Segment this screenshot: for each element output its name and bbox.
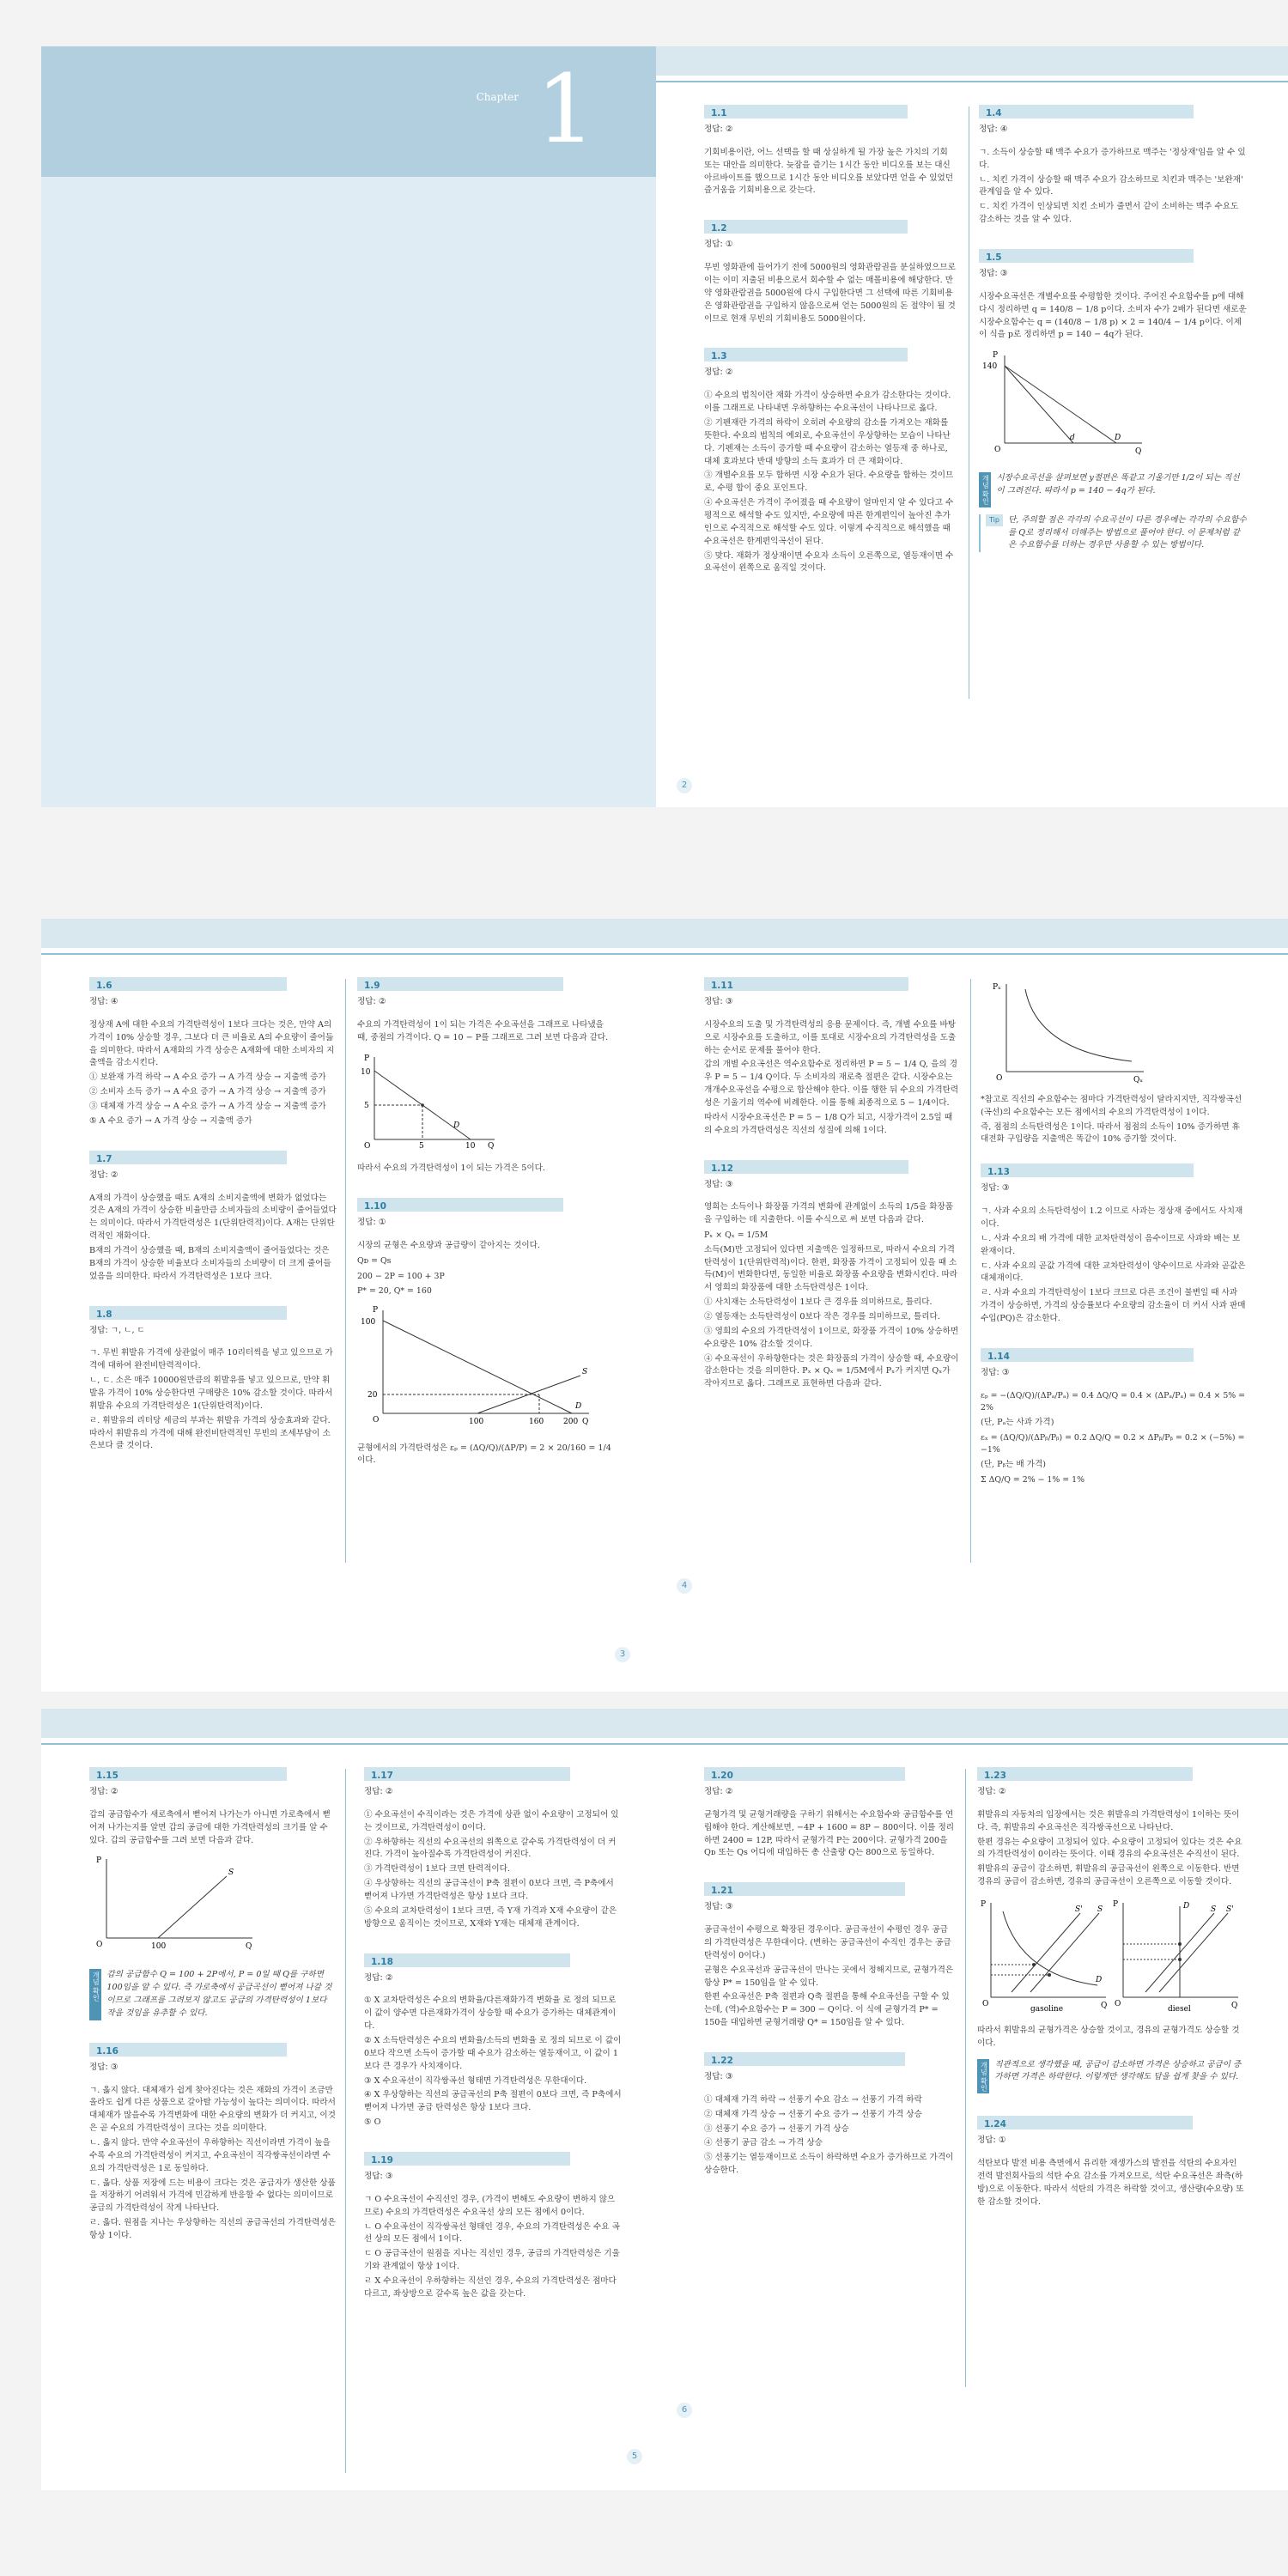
page-header-rule [41,953,656,955]
column-right [364,1767,622,2324]
graph-y-tick-20: 20 [368,1390,378,1400]
graph-y-tick-5: 5 [364,1101,369,1110]
graph-x-tick-100: 100 [469,1417,484,1426]
answer-line: 정답: ② [704,1787,733,1796]
graph-y-axis: Pₓ [993,983,1001,992]
page-header-bar [41,919,656,948]
paragraph: ⑤ O [364,2117,381,2128]
page-1 [41,46,656,807]
paragraph: ㄷ. 사과 수요의 곧값 가격에 대한 교차탄력성이 양수이므로 사과와 곧값은 대체재이다. [981,1261,1246,1284]
answer-line: 정답: ① [704,240,733,250]
section-1-24 [977,2116,1247,2208]
page-header-rule [656,953,1288,955]
paragraph: ① 수요의 법칙이란 재화 가격이 상승하면 수요가 감소한다는 것이다. 이를 그래프로 나타내면 우하향하는 수요곡선이 나타나므로 옳다. [704,391,951,414]
paragraph: ③ X 수요곡선이 직각쌍곡선 형태면 가격탄력성은 무한대이다. [364,2075,587,2086]
paragraph: (단, Pₐ는 사과 가격) [981,1417,1054,1427]
note-text: 갑의 공급함수 Q = 100 + 2P에서, P = 0일 때 Q를 구하면 100임을 알 수 있다. 즉 가로축에서 공급곡선이 뻗어져 나갈 것이므로 그래프를 그려보지 않고도 공급의 가격탄력성이 1보다 작을 것임을 유추할 수 있다. [106,1970,332,2018]
paragraph: 휘발유의 공급이 감소하면, 휘발유의 공급곡선이 왼쪽으로 이동한다. 반면 경유의 공급이 감소하면, 경유의 공급곡선이 오른쪽으로 이동할 것이다. [977,1864,1240,1887]
graph-x-tick-100: 100 [151,1942,167,1952]
paragraph: (단, Pᵦ는 배 가격) [981,1459,1046,1469]
note-tag: 개념 확인 [979,472,991,507]
answer-line: 정답: ③ [704,2072,733,2082]
section-1-21 [704,1882,955,2030]
section-1-11 [704,977,960,1138]
graph-origin: O [96,1941,103,1950]
page-4 [656,919,1288,1692]
paragraph: 갑의 개별 수요곡선은 역수요함수로 정리하면 P = 5 − 1/4 Q, 을의 경우 P = 5 − 1/4 Q이다. 두 소비자의 재로축 절편은 같다. 시장수요는 개개수요곡선을 수평으로 합산해야 한다. 이를 행한 뒤 수요의 가격탄력성은 기울기의 역수에 비례한다. 이를 통해 최종적으로 5 − 1/4이다. [704,1060,959,1109]
paragraph: 따라서 수요의 가격탄력성이 1이 되는 가격은 5이다. [357,1163,545,1174]
column-divider [345,979,346,1563]
section-title: 1.5 [979,249,1194,263]
diesel-d: D [1183,1902,1190,1911]
paragraph: ㄱ. 무빈 휘발유 가격에 상관없이 매주 10리터씩을 넣고 있으므로 가격에 대하여 완전비탄력적이다. [89,1348,333,1371]
graph-y-tick: 140 [982,362,998,372]
page-number: 6 [677,2403,692,2418]
paragraph: ① 보완재 가격 하락 → A 수요 증가 → A 가격 상승 → 지출액 증가 [89,1072,326,1083]
section-1-22 [704,2052,955,2178]
diesel-origin: O [1115,2000,1121,2009]
graph-curve-label: D [453,1121,460,1130]
paragraph: 소득(M)만 고정되어 있다면 지출액은 일정하므로, 따라서 수요의 가격탄력성이 1(단위탄력적)이다. 한편, 화장품 가격이 고정되어 있을 때 소득(M)이 변화한다면, 동일한 비율로 화장품 수요량을 변화시킨다. 따라서 영희의 화장품에 대한 소득탄력성은 1이다. [704,1244,957,1293]
paragraph: ㄷ. 옳다. 상품 저장에 드는 비용이 크다는 것은 공급자가 생산한 상품을 저장하기 어려워서 가격에 민감하게 반응할 수 없다는 의미이므로 공급의 가격탄력성이 작게 나타난다. [89,2178,336,2214]
section-title: 1.2 [704,220,908,234]
answer-line: 정답: ② [364,1972,393,1983]
paragraph: ⑤ 선풍기는 열등재이므로 소득이 하락하면 수요가 증가하므로 가격이 상승한다. [704,2153,954,2176]
section-title: 1.8 [89,1306,287,1320]
paragraph: 기회비용이란, 어느 선택을 할 때 상실하게 될 가장 높은 가치의 기회 또는 대안을 의미한다. 늦잠을 즐기는 1시간 동안 비디오를 보는 대신 아르바이트를 했으므로 1시간 동안 비디오를 보았다면 얻을 수 있었던 즐거움을 기회비용으로 갖는다. [704,147,953,196]
answer-line: 정답: ② [89,1787,118,1796]
paragraph: 한편 수요곡선은 P축 절편과 Q축 절편을 통해 수요곡선을 구할 수 있는데, (역)수요함수는 P = 300 − Q이다. 이 식에 균형가격 P* = 150을 대입하면 균형거래량 Q* = 150임을 알 수 있다. [704,1992,950,2028]
answer-line: 정답: ③ [981,1367,1010,1377]
graph-s-label: S [228,1868,234,1878]
formula: εₓ = (ΔQ/Q)/(ΔPᵦ/Pᵦ) = 0.2 ΔQ/Q = 0.2 × ΔPᵦ/Pᵦ = 0.2 × (−5%) = −1% [981,1432,1245,1455]
formula: Pₓ × Qₓ = 1/5M [704,1230,769,1241]
equilibrium-graph [357,1303,598,1432]
paragraph: 시장의 균형은 수요량과 공급량이 같아지는 것이다. [357,1241,540,1251]
paragraph: ① 사치재는 소득탄력성이 1보다 큰 경우를 의미하므로, 틀리다. [704,1297,933,1308]
graph-x-axis: Q [246,1942,252,1952]
paragraph: ② 소비자 소득 증가 → A 수요 증가 → A 가격 상승 → 지출액 증가 [89,1087,326,1097]
answer-line: 정답: ② [364,1787,393,1796]
paragraph: ② 대체재 가격 상승 → 선풍기 수요 증가 → 선풍기 가격 상승 [704,2109,922,2119]
section-title: 1.14 [981,1348,1194,1362]
paragraph: 따라서 휘발유의 균형가격은 상승할 것이고, 경유의 균형가격도 상승할 것이다. [977,2025,1240,2048]
column-left [704,1767,955,2200]
section-1-4 [979,105,1247,227]
answer-line: 정답: ③ [981,1183,1010,1194]
graph-y-tick-10: 10 [361,1067,371,1077]
column-left [89,977,337,1475]
paragraph: 공급곡선이 수평으로 확장된 경우이다. 공급곡선이 수평인 경우 공급의 가격탄력성은 무한대이다. (변하는 공급곡선이 수직인 경우는 공급탄력성이 0이다.) [704,1925,951,1960]
section-title: 1.16 [89,2043,287,2057]
graph-origin: O [996,1074,1003,1083]
paragraph: ⑤ 수요의 교차탄력성이 1보다 크면, 즉 Y재 가격과 X재 수요량이 같은 방향으로 움직이는 것이므로, X재와 Y재는 대체재 관계이다. [364,1905,617,1929]
section-title: 1.6 [89,977,287,991]
paragraph: 무빈 영화관에 들어가기 전에 5000원의 영화관람권을 분실하였으므로 이는 이미 지출된 비용으로서 회수할 수 없는 매몰비용에 해당한다. 만약 영화관람권을 5000원에 다시 구입한다면 그 선택에 따른 기회비용은 영화관람권을 구입하지 않음으로써 얻는 5000원의 돈 절약이 될 것이므로 현재 무빈의 기회비용도 5000원이다. [704,263,956,324]
paragraph: ③ 대체재 가격 상승 → A 수요 증가 → A 가격 상승 → 지출액 증가 [89,1102,326,1112]
column-right [977,1767,1247,2231]
page-6 [656,1709,1288,2490]
paragraph: ㄹ. 사과 수요의 가격탄력성이 1보다 크므로 다른 조건이 불변일 때 사과 가격이 상승하면, 가격의 상승률보다 수요량의 감소율이 더 커서 사과 판매수입(PQ)은 감소한다. [981,1288,1246,1324]
paragraph: ② 우하향하는 직선의 수요곡선의 위쪽으로 갈수록 가격탄력성이 더 커진다. 가격이 높아질수록 가격탄력성이 커진다. [364,1837,617,1860]
section-1-13 [981,1163,1247,1326]
section-1-9 [357,977,615,1176]
paragraph: ④ 수요곡선이 우하향한다는 것은 화장품의 가격이 상승할 때, 수요량이 감소한다는 것을 의미한다. Pₓ × Qₓ = 1/5M에서 Pₓ가 커지면 Qₓ가 작아지므로 옳다. 그래프로 표현하면 다음과 같다. [704,1353,959,1389]
section-1-12 [704,1160,960,1392]
paragraph: ㄴ O 수요곡선이 직각쌍곡선 형태인 경우, 수요의 가격탄력성은 수요 곡선 상의 모든 점에서 1이다. [364,2221,620,2245]
paragraph: ㄷ O 공급곡선이 원점을 지나는 직선인 경우, 공급의 가격탄력성은 기울기와 관계없이 항상 1이다. [364,2249,620,2272]
paragraph: ㄱ O 수요곡선이 수직선인 경우, (가격이 변해도 수요량이 변하지 않으므로) 수요의 가격탄력성은 수요곡선 상의 모든 점에서 0이다. [364,2194,616,2217]
gasoline-label: gasoline [1030,2005,1064,2014]
paragraph: ㄴ. 치킨 가격이 상승할 때 맥주 수요가 감소하므로 치킨과 맥주는 '보완재' 관계임을 알 수 있다. [979,174,1243,197]
graph-y-axis: P [96,1856,102,1866]
section-title: 1.1 [704,105,908,118]
answer-line: 정답: ③ [704,1179,733,1189]
column-right [357,977,615,1490]
section-title: 1.9 [357,977,563,991]
answer-line: 정답: ② [977,1787,1006,1796]
section-title: 1.24 [977,2116,1193,2129]
chapter-panel [41,177,656,807]
paragraph: ㄹ. 옳다. 원점을 지나는 우상향하는 직선의 공급곡선의 가격탄력성은 항상 1이다. [89,2218,336,2241]
graph-x-tick-200: 200 [563,1417,579,1426]
section-title: 1.17 [364,1767,570,1781]
page-header-rule [656,81,1288,82]
diesel-s-prime: S' [1226,1905,1234,1915]
paragraph: ③ 선풍기 수요 증가 → 선풍기 가격 상승 [704,2123,849,2134]
graph-x-tick-10: 10 [465,1141,476,1151]
gasoline-s: S [1097,1905,1103,1915]
section-1-20 [704,1767,955,1860]
paragraph: 즉, 점점의 소득탄력성은 1이다. 따라서 점점의 소득이 10% 증가하면 휴대전화 구입량을 지출액은 똑같이 10% 증가할 것이다. [981,1121,1240,1145]
page-number: 3 [615,1647,630,1662]
paragraph: ③ 영희의 수요의 가격탄력성이 1이므로, 화장품 가격이 10% 상승하면 수요량은 10% 감소할 것이다. [704,1326,959,1349]
concept-note [977,2059,1247,2094]
answer-line: 정답: ④ [979,125,1008,134]
section-title: 1.7 [89,1151,287,1164]
column-right [981,977,1247,1509]
page-header-bar [656,46,1288,76]
paragraph: 따라서 시장수요곡선은 P = 5 − 1/8 Q가 되고, 시장가격이 2.5일 때의 수요의 가격탄력성은 직선의 성질에 의해 1이다. [704,1112,953,1135]
answer-line: 정답: ② [704,125,733,134]
answer-line: 정답: ② [357,997,386,1006]
page-number: 5 [627,2449,642,2464]
paragraph: ④ 우상향하는 직선의 공급곡선이 P축 절편이 0보다 크면, 즉 P축에서 뻗어져 나가면 가격탄력성은 항상 1보다 크다. [364,1879,614,1902]
graph-y-axis: P [364,1054,370,1063]
section-1-5 [979,249,1247,552]
gasoline-s-prime: S' [1075,1905,1083,1915]
tip-text: 단, 주의할 점은 각각의 수요곡선이 다른 경우에는 각각의 수요함수를 Q로 정리해서 더해주는 방법으로 풀어야 한다. 이 문제처럼 같은 수요함수를 더하는 경우만 사용할 수 있는 방법이다. [1007,514,1247,550]
page-5 [41,1709,656,2490]
answer-line: 정답: ④ [89,997,118,1006]
section-1-16 [89,2043,337,2243]
paragraph: ③ 개별수요를 모두 합하면 시장 수요가 된다. 수요량을 합하는 것이므로, 수평 합이 중요 포인트다. [704,471,954,494]
section-1-23 [977,1767,1247,2093]
tip-box [979,514,1247,553]
paragraph: ② 열등재는 소득탄력성이 0보다 작은 경우를 의미하므로, 틀리다. [704,1312,940,1322]
graph-x-axis: Q [1135,447,1142,457]
page-header-bar [656,1709,1288,1738]
column-left [89,1767,337,2265]
graph-origin: O [994,446,1001,455]
section-title: 1.3 [704,348,908,361]
note-text: 직관적으로 생각했을 때, 공급이 감소하면 가격은 상승하고 공급이 증가하면 가격은 하락한다. 이렇게만 생각해도 답을 쉽게 찾을 수 있다. [994,2059,1242,2082]
section-1-18 [364,1953,622,2129]
paragraph: ㄴ, ㄷ. 소은 매주 10000원만큼의 휘발유를 넣고 있으므로, 만약 휘발유 가격이 10% 상승한다면 구매량은 10% 감소할 것이다. 따라서 휘발유 수요의 가격탄력성은 1(단위탄력적)이다. [89,1376,333,1411]
paragraph: 휘발유의 자동차의 입장에서는 것은 휘발유의 가격탄력성이 1이하는 뜻이다. 즉, 휘발유의 수요곡선은 직각쌍곡선으로 나타난다. [977,1809,1240,1832]
section-1-2 [704,220,958,325]
note-tag: 개념 확인 [89,1969,101,2020]
graph-d-label: D [575,1401,582,1411]
column-left [704,977,960,1413]
section-title: 1.18 [364,1953,570,1967]
graph-y-axis: P [373,1305,379,1315]
paragraph: 균형은 수요곡선과 공급곡선이 만나는 곳에서 정해지므로, 균형가격은 항상 P* = 150임을 알 수 있다. [704,1965,954,1988]
paragraph: ㄴ. 옳지 않다. 만약 수요곡선이 우하향하는 직선이라면 가격이 높을수록 수요의 가격탄력성이 커지고, 수요곡선이 직각쌍곡선이라면 수요의 가격탄력성은 1로 동일하다. [89,2138,331,2173]
tip-tag: Tip [986,514,1003,526]
column-divider [345,1769,346,2473]
paragraph: 갑의 공급함수가 새로축에서 뻗어져 나가는가 아니면 가로축에서 뻗어져 나가는지를 알면 갑의 공급에 대한 가격탄력성의 크기를 알 수 있다. 갑의 공급함수를 그려 보면 다음과 같다. [89,1809,331,1845]
formula: Qᴅ = Qs [357,1256,392,1267]
paragraph: ㄷ. 치킨 가격이 인상되면 치킨 소비가 줄면서 같이 소비하는 맥주 수요도 감소하는 것을 알 수 있다. [979,202,1239,225]
graph-x-axis: Qₓ [1133,1076,1144,1084]
gasoline-x-axis: Q [1101,2002,1108,2011]
section-title: 1.19 [364,2152,570,2166]
column-divider [965,1769,966,2387]
formula: 200 − 2P = 100 + 3P [357,1271,445,1281]
graph-origin: O [364,1141,371,1151]
answer-line: 정답: ② [704,368,733,378]
paragraph: ① 수요곡선이 수직이라는 것은 가격에 상관 없이 수요량이 고정되어 있는 것이므로, 가격탄력성이 0이다. [364,1809,619,1832]
paragraph: ㄹ. 휘발유의 리터당 세금의 부과는 휘발유 가격의 상승효과와 같다. 따라서 휘발유의 가격에 대해 완전비탄력적인 무빈의 조세부담이 소은보다 클 것이다. [89,1415,331,1451]
section-1-3 [704,348,958,575]
column-divider [970,979,971,1563]
formula: Σ ΔQ/Q = 2% − 1% = 1% [981,1474,1084,1485]
section-1-8 [89,1306,337,1454]
note-text: 시장수요곡선을 살펴보면 y절편은 똑같고 기울기만 1/2이 되는 직선이 그려진다. 따라서 p = 140 − 4q가 된다. [996,473,1240,496]
formula: εₚ = −(ΔQ/Q)/(ΔPₐ/Pₐ) = 0.4 ΔQ/Q = 0.4 × (ΔPₐ/Pₐ) = 0.4 × 5% = 2% [981,1390,1246,1413]
section-1-17 [364,1767,622,1931]
concept-note [979,472,1247,507]
answer-line: 정답: ③ [89,2062,118,2072]
section-title: 1.12 [704,1160,908,1174]
answer-line: 정답: ③ [704,1902,733,1912]
graph-D-label: D [1115,434,1121,443]
hyperbola-demand-graph [981,977,1152,1089]
gasoline-origin: O [982,2000,989,2009]
paragraph: ② 기펜재란 가격의 하락이 오히려 수요량의 감소를 가져오는 재화를 뜻한다. 수요의 법칙의 예외로, 수요곡선이 우상향하는 모습이 나타난다. 기펜재는 소득이 증가할 때 수요량이 감소하는 열등재 중 하나로, 대체 효과보다 반대 방향의 소득 효과가 더 큰 재화이다. [704,418,951,466]
gasoline-d: D [1096,1976,1103,1985]
paragraph: 영희는 소득이나 화장품 가격의 변화에 관계없이 소득의 1/5을 화장품을 구입하는 데 지출한다. 이를 수식으로 써 보면 다음과 같다. [704,1202,954,1225]
graph-d-label: d [1070,434,1075,443]
graph-x-tick-5: 5 [419,1141,424,1151]
page-header-bar [41,1709,656,1738]
paragraph: ㄱ. 옳지 않다. 대체재가 쉽게 찾아진다는 것은 재화의 가격이 조금만 올라도 쉽게 다른 상품으로 갈아탈 가능성이 높다는 의미이다. 따라서 대체재가 많을수록 가격변화에 대한 수요량의 변화가 더 커지고, 이것은 곧 수요의 가격탄력성이 크다는 것을 의미한다. [89,2085,336,2134]
paragraph: A재의 가격이 상승했을 때도 A재의 소비지출액에 변화가 없었다는 것은 A재의 가격이 상승한 비율만큼 소비자들의 소비량이 줄어들었다는 의미이다. 따라서 가격탄력성은 1(단위탄력적)이다. A재는 단위탄력적인 재화이다. [89,1193,337,1242]
paragraph: ㄱ. 소득이 상승할 때 맥주 수요가 증가하므로 맥주는 '정상재'임을 알 수 있다. [979,147,1246,170]
graph-x-tick-160: 160 [529,1417,544,1426]
paragraph: ③ 가격탄력성이 1보다 크면 탄력적이다. [364,1864,510,1874]
diesel-label: diesel [1168,2005,1191,2014]
paragraph: ⑤ A 수요 증가 → A 가격 상승 → 지출액 증가 [89,1115,252,1126]
diesel-s: S [1211,1905,1217,1915]
graph-s-label: S [582,1367,588,1376]
graph-y-axis: P [993,351,999,361]
section-1-19 [364,2152,622,2301]
page-number: 4 [677,1578,692,1594]
section-title: 1.21 [704,1882,905,1896]
answer-line: 정답: ① [977,2136,1006,2146]
section-1-6 [89,977,337,1128]
paragraph: 정상재 A에 대한 수요의 가격탄력성이 1보다 크다는 것은, 만약 A의 가격이 10% 상승할 경우, 그보다 더 큰 비율로 A의 수요량이 줄어듦을 의미한다. 따라서 A재화의 가격 상승은 A재화에 대한 소비자의 지출액을 감소시킨다. [89,1019,335,1068]
paragraph: ④ X 우상향하는 직선의 공급곡선의 P축 절편이 0보다 크면, 즉 P축에서 뻗어져 나가면 공급 탄력성은 항상 1보다 크다. [364,2090,622,2113]
diesel-y-axis: P [1113,1900,1119,1910]
section-title: 1.4 [979,105,1194,118]
section-title: 1.22 [704,2052,905,2066]
section-title: 1.11 [704,977,908,991]
paragraph: 균형가격 및 균형거래량을 구하기 위해서는 수요함수와 공급함수를 연립해야 한다. 계산해보면, −4P + 1600 = 8P − 800이다. 이를 정리하면 2400 = 12P, 따라서 균형가격 P는 200이다. 균형가격 200을 Qᴅ 또는 Qs 어디에 대입하든 총 산출량 Q는 800으로 동일하다. [704,1809,954,1858]
formula: P* = 20, Q* = 160 [357,1286,432,1297]
answer-line: 정답: ③ [704,997,733,1006]
graph-x-axis: Q [582,1417,589,1426]
note-tag: 개념 확인 [977,2059,989,2094]
paragraph: 한편 경유는 수요량이 고정되어 있다. 수요량이 고정되어 있다는 것은 수요의 가격탄력성이 0이라는 뜻이다. 이때 경유의 수요곡선은 수직선이 된다. [977,1837,1242,1860]
page-header-rule [41,1743,656,1745]
paragraph: ④ 선풍기 공급 감소 → 가격 상승 [704,2138,823,2148]
page-header-rule [656,1743,1288,1745]
page-header-bar [656,919,1288,948]
paragraph: ㄹ X 수요곡선이 우하향하는 직선인 경우, 수요의 가격탄력성은 점마다 다르고, 좌상방으로 갈수록 높은 값을 갖는다. [364,2276,617,2299]
paragraph: ⑤ 맞다. 재화가 정상재이면 수요자 소득이 오른쪽으로, 열등재이면 수요곡선이 왼쪽으로 움직일 것이다. [704,550,954,574]
answer-line: 정답: ① [357,1218,386,1228]
paragraph: B재의 가격이 상승했을 때, B재의 소비지출액이 줄어들었다는 것은 B재의 가격이 상승한 비율보다 소비자들의 소비량이 더 크게 줄어들었음을 의미한다. 따라서 가격탄력성은 1보다 크다. [89,1246,331,1281]
paragraph: ② X 소득탄력성은 수요의 변화율/소득의 변화율 로 정의 되므로 이 값이 0보다 작으면 소득이 증가할 때 수요가 감소하는 열등재이고, 이 값이 1보다 큰 경우가 사치재이다. [364,2036,622,2071]
section-1-7 [89,1151,337,1284]
section-title: 1.23 [977,1767,1193,1781]
section-1-10 [357,1198,615,1467]
demand-graph [357,1050,503,1153]
paragraph: ㄱ. 사과 수요의 소득탄력성이 1.2 이므로 사과는 정상재 중에서도 사치재이다. [981,1206,1243,1230]
supply-graph [89,1852,261,1955]
chapter-word: Chapter [476,91,519,103]
graph-y-tick-100: 100 [361,1317,376,1327]
paragraph: ① X 교차탄력성은 수요의 변화율/다른재화가격 변화율 로 정의 되므로 이 값이 양수면 다른재화가격이 상승할 때 수요가 증가하는 대체관계이다. [364,1996,617,2032]
column-left [704,105,958,598]
section-title: 1.10 [357,1198,563,1212]
page-number: 2 [677,778,692,793]
paragraph: 석탄보다 발전 비용 측면에서 유리한 재생가스의 발전을 석탄의 수요자인 전력 발전회사들의 석탄 수요 감소를 가져오므로, 석탄 수요곡선은 좌측(하방)으로 이동한다. 따라서 석탄의 가격은 하락할 것이고, 생산량(수요량) 또한 감소할 것이다. [977,2159,1244,2207]
page-2 [656,46,1288,807]
section-title: 1.15 [89,1767,287,1781]
paragraph: 시장수요의 도출 및 가격탄력성의 응용 문제이다. 즉, 개별 수요를 바탕으로 시장수요를 도출하고, 이를 토대로 시장수요의 가격탄력성을 도출하는 순서로 문제를 풀어야 한다. [704,1019,957,1055]
column-right [979,105,1247,574]
demand-graph [979,347,1151,459]
graph-origin: O [373,1415,380,1425]
graph-x-axis: Q [488,1141,495,1151]
diesel-x-axis: Q [1231,2002,1238,2011]
section-1-1 [704,105,958,197]
paragraph: ① 대체재 가격 하락 → 선풍기 수요 감소 → 선풍기 가격 하락 [704,2094,922,2105]
section-title: 1.13 [981,1163,1194,1177]
concept-note [89,1969,337,2020]
answer-line: 정답: ㄱ, ㄴ, ㄷ [89,1325,145,1335]
chapter-number: 1 [536,54,596,164]
chapter-banner [41,46,656,177]
paragraph: ④ 수요곡선은 가격이 주어졌을 때 수요량이 얼마인지 알 수 있다고 수평적으로 해석할 수도 있지만, 수요량에 따른 한계편익이 높아진 추가인으로 수직적으로 해석할 수도 있다. 이렇게 수직적으로 해석했을 때 수요곡선은 한계편익곡선이 된다. [704,498,954,546]
page-3 [41,919,656,1692]
paragraph: *참고로 직선의 수요함수는 점마다 가격탄력성이 달라지지만, 직각쌍곡선(곡선)의 수요함수는 모든 점에서의 수요의 가격탄력성이 1이다. [981,1094,1242,1117]
answer-line: 정답: ② [89,1170,118,1180]
section-1-14 [981,1348,1247,1486]
paragraph: ㄴ. 사과 수요의 배 가격에 대한 교차탄력성이 음수이므로 사과와 배는 보완재이다. [981,1233,1241,1256]
answer-line: 정답: ③ [364,2172,393,2182]
section-1-15 [89,1767,337,2020]
paragraph: 시장수요곡선은 개별수요를 수평합한 것이다. 주어진 수요함수를 p에 대해 다시 정리하면 q = 140/8 − 1/8 p이다. 소비자 수가 2배가 된다면 새로운 시장수요함수는 q = (140/8 − 1/8 p) × 2 = 140/4 − 1/4 p이다. 이제 이 식을 p로 정리하면 p = 140 − 4q가 된다. [979,291,1247,340]
gasoline-y-axis: P [981,1900,987,1910]
gasoline-diesel-graphs [977,1896,1243,2016]
paragraph: 수요의 가격탄력성이 1이 되는 가격은 수요곡선을 그래프로 나타냈을 때, 중점의 가격이다. Q = 10 − P를 그래프로 그려 보면 다음과 같다. [357,1019,609,1042]
answer-line: 정답: ③ [979,269,1008,279]
paragraph: 균형에서의 가격탄력성은 εₚ = (ΔQ/Q)/(ΔP/P) = 2 × 20/160 = 1/4 이다. [357,1443,611,1466]
section-title: 1.20 [704,1767,905,1781]
